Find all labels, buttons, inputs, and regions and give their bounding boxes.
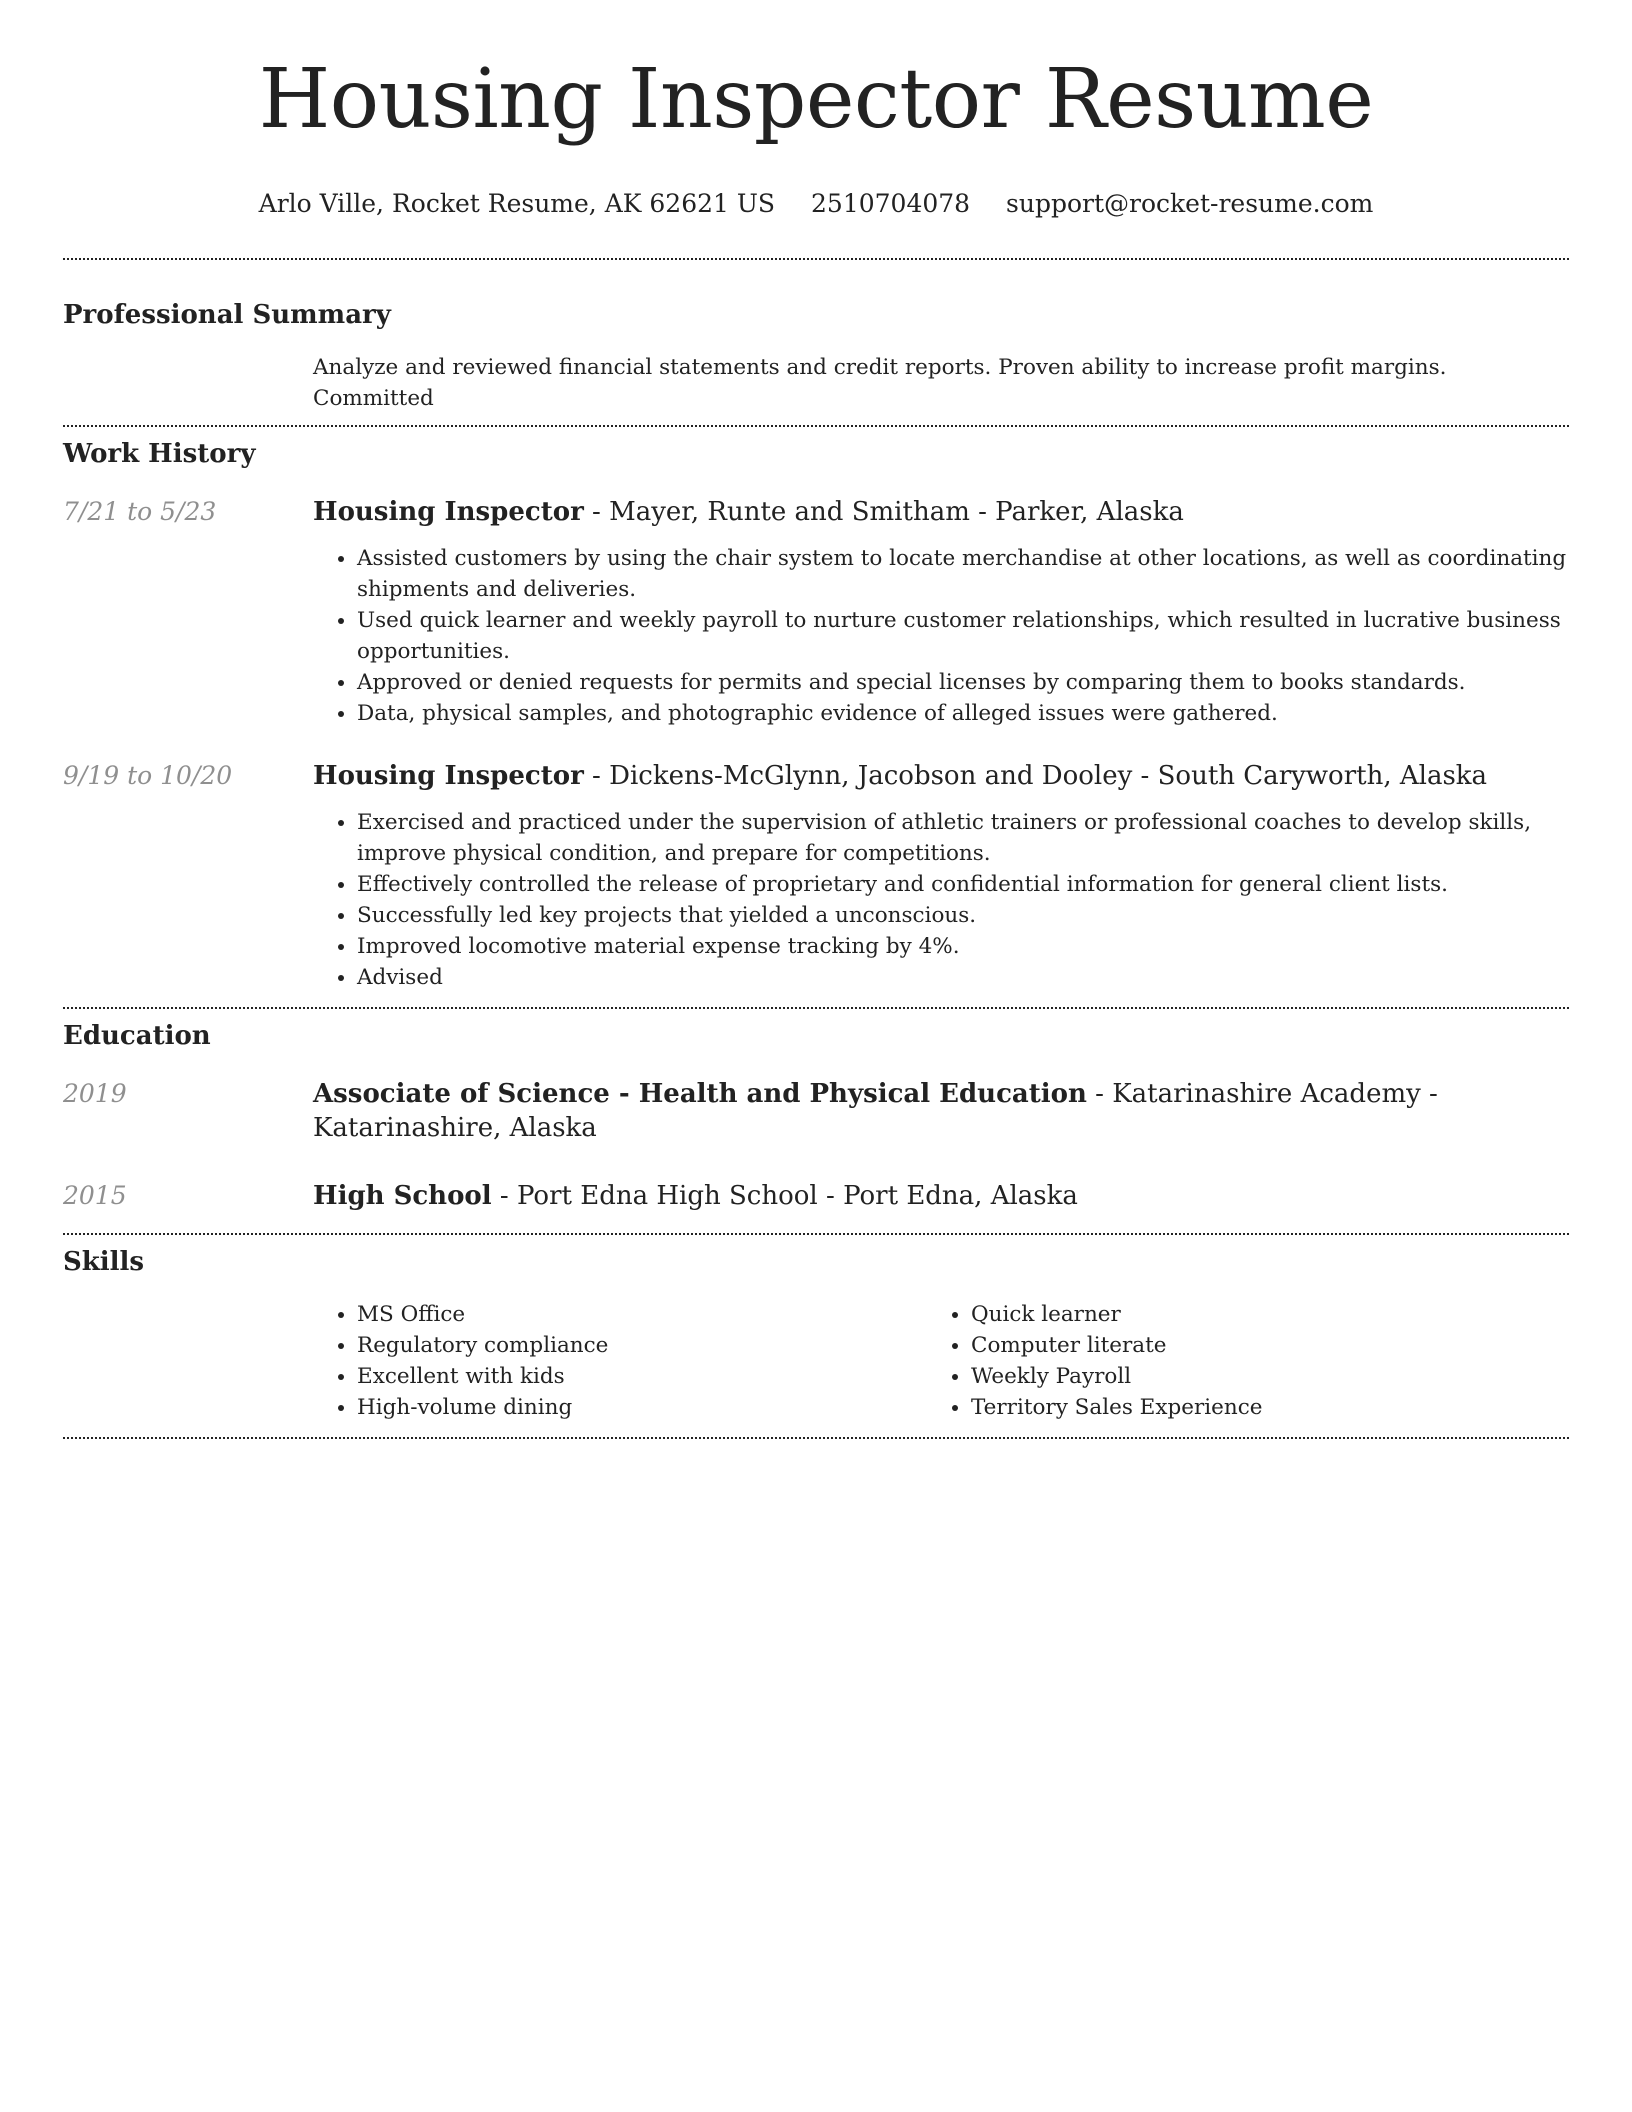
education-degree: Associate of Science - Health and Physical Education: [313, 1079, 1087, 1109]
work-history-list: [63, 495, 1569, 993]
job-heading: [313, 759, 1569, 793]
separator: -: [1086, 1079, 1113, 1109]
job-bullet: • Data, physical samples, and photographic evidence of alleged issues were gathered.: [357, 698, 1569, 729]
job-bullet: • Effectively controlled the release of proprietary and confidential information for general client lists.: [357, 869, 1569, 900]
education-entry: [63, 1179, 1569, 1213]
job-position: Housing Inspector: [313, 761, 584, 791]
job-bullets: [313, 807, 1569, 993]
job-position: Housing Inspector: [313, 497, 584, 527]
skill-item: • Excellent with kids: [357, 1361, 927, 1392]
education-location: Port Edna, Alaska: [843, 1181, 1078, 1211]
job-employer: Mayer, Runte and Smitham: [609, 497, 970, 527]
divider: [63, 1437, 1569, 1439]
education-heading: [313, 1077, 1569, 1145]
education-school: Katarinashire Academy: [1112, 1079, 1421, 1109]
divider: [63, 1007, 1569, 1009]
job-bullets: [313, 543, 1569, 729]
separator: -: [969, 497, 996, 527]
education-year: 2019: [63, 1079, 127, 1108]
contact-email: support@rocket-resume.com: [1006, 189, 1374, 218]
summary-row: [63, 352, 1569, 414]
job-bullet: • Successfully led key projects that yielded a unconscious.: [357, 900, 1569, 931]
job-heading: [313, 495, 1569, 529]
divider: [63, 1233, 1569, 1235]
resume-title: Housing Inspector Resume: [258, 52, 1374, 147]
skill-item: • Territory Sales Experience: [971, 1392, 1541, 1423]
job-employer: Dickens-McGlynn, Jacobson and Dooley: [609, 761, 1133, 791]
job-dates: 9/19 to 10/20: [63, 761, 233, 790]
separator: -: [1420, 1079, 1438, 1109]
job-bullet: • Assisted customers by using the chair system to locate merchandise at other locations, as well as coordinating shipments and deliveries.: [357, 543, 1569, 605]
divider: [63, 425, 1569, 427]
job-entry: [63, 759, 1569, 993]
job-content: [313, 759, 1569, 993]
skills-columns: [313, 1299, 1569, 1423]
job-bullet: • Advised: [357, 962, 1569, 993]
separator: -: [1132, 761, 1158, 791]
education-degree: High School: [313, 1181, 492, 1211]
divider: [63, 258, 1569, 260]
job-entry: [63, 495, 1569, 729]
job-bullet: • Improved locomotive material expense tracking by 4%.: [357, 931, 1569, 962]
separator: -: [583, 497, 610, 527]
contact-phone: 2510704078: [811, 189, 971, 218]
education-year: 2015: [63, 1181, 127, 1210]
job-location: South Caryworth, Alaska: [1157, 761, 1488, 791]
skill-item: • Quick learner: [971, 1299, 1541, 1330]
job-bullet: • Used quick learner and weekly payroll to nurture customer relationships, which resulted in lucrative business opportunities.: [357, 605, 1569, 667]
education-location: Katarinashire, Alaska: [313, 1113, 597, 1143]
skill-item: • High-volume dining: [357, 1392, 927, 1423]
education-heading: [313, 1179, 1569, 1213]
skill-item: • Computer literate: [971, 1330, 1541, 1361]
skill-item: • Regulatory compliance: [357, 1330, 927, 1361]
summary-text: Analyze and reviewed financial statements and credit reports. Proven ability to increase profit margins. Committed: [313, 355, 1447, 411]
section-title-work: Work History: [63, 439, 256, 469]
skills-row: [63, 1299, 1569, 1423]
education-school: Port Edna High School: [516, 1181, 818, 1211]
separator: -: [491, 1181, 517, 1211]
skills-list-left: [313, 1299, 927, 1423]
education-list: [63, 1077, 1569, 1213]
contact-address: Arlo Ville, Rocket Resume, AK 62621 US: [258, 189, 776, 218]
job-dates: 7/21 to 5/23: [63, 497, 217, 526]
education-entry: [63, 1077, 1569, 1145]
skill-item: • Weekly Payroll: [971, 1361, 1541, 1392]
job-content: [313, 495, 1569, 729]
job-bullet: • Approved or denied requests for permits and special licenses by comparing them to books standards.: [357, 667, 1569, 698]
section-title-education: Education: [63, 1021, 211, 1051]
separator: -: [583, 761, 610, 791]
job-bullet: • Exercised and practiced under the supervision of athletic trainers or professional coaches to develop skills, improve physical condition, and prepare for competitions.: [357, 807, 1569, 869]
skills-list-right: [927, 1299, 1541, 1423]
section-title-skills: Skills: [63, 1247, 145, 1277]
contact-line: [63, 188, 1569, 220]
separator: -: [817, 1181, 844, 1211]
job-location: Parker, Alaska: [995, 497, 1184, 527]
section-title-summary: Professional Summary: [63, 300, 391, 330]
skill-item: • MS Office: [357, 1299, 927, 1330]
